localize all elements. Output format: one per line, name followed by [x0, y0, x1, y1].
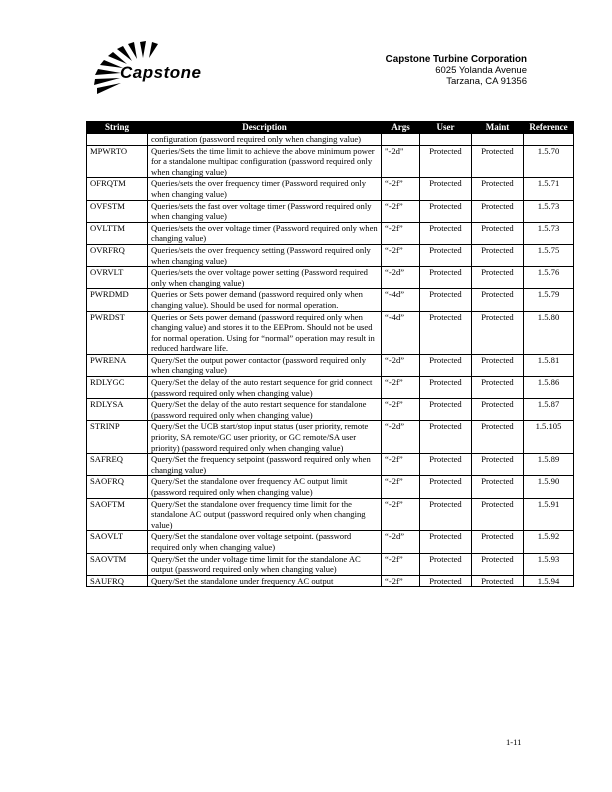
cell-string: SAOVTM [87, 553, 148, 575]
cell-string: MPWRTO [87, 145, 148, 178]
cell-string: SAOFRQ [87, 476, 148, 498]
cell-string: OVLTTM [87, 222, 148, 244]
cell-string: PWRDMD [87, 289, 148, 311]
cell-user: Protected [420, 289, 472, 311]
cell-reference: 1.5.75 [524, 244, 574, 266]
cell-maint: Protected [472, 498, 524, 531]
cell-description: configuration (password required only when changing value) [148, 134, 382, 146]
address-line-1: 6025 Yolanda Avenue [435, 65, 527, 76]
cell-reference: 1.5.73 [524, 222, 574, 244]
cell-user: Protected [420, 454, 472, 476]
table-row [87, 311, 574, 354]
cell-user: Protected [420, 178, 472, 200]
cell-reference: 1.5.90 [524, 476, 574, 498]
cell-description: Query/Set the standalone over frequency time limit for the standalone AC output (password required only when changing value) [148, 498, 382, 531]
cell-user: Protected [420, 575, 472, 587]
table-row [87, 145, 574, 178]
cell-reference: 1.5.71 [524, 178, 574, 200]
column-header-args: Args [382, 122, 420, 134]
cell-args [382, 134, 420, 146]
cell-maint: Protected [472, 267, 524, 289]
cell-args: “-2f” [382, 553, 420, 575]
cell-user: Protected [420, 222, 472, 244]
column-header-maint: Maint [472, 122, 524, 134]
cell-description: Queries/sets the fast over voltage timer (Password required only when changing value) [148, 200, 382, 222]
cell-description: Query/Set the standalone over voltage setpoint. (password required only when changing value) [148, 531, 382, 553]
table-row [87, 575, 574, 587]
table-row [87, 289, 574, 311]
cell-maint: Protected [472, 200, 524, 222]
cell-args: “-4d” [382, 289, 420, 311]
table-row [87, 377, 574, 399]
cell-args: “-4d” [382, 311, 420, 354]
cell-reference: 1.5.79 [524, 289, 574, 311]
cell-user: Protected [420, 267, 472, 289]
cell-description: Query/Set the standalone over frequency AC output limit (password required only when changing value) [148, 476, 382, 498]
cell-string: OVRFRQ [87, 244, 148, 266]
cell-user: Protected [420, 200, 472, 222]
cell-maint: Protected [472, 354, 524, 376]
cell-description: Query/Set the frequency setpoint (password required only when changing value) [148, 454, 382, 476]
cell-user: Protected [420, 244, 472, 266]
cell-args: “-2f” [382, 200, 420, 222]
table-row [87, 454, 574, 476]
cell-maint: Protected [472, 311, 524, 354]
cell-maint: Protected [472, 454, 524, 476]
cell-string: OFRQTM [87, 178, 148, 200]
cell-maint: Protected [472, 178, 524, 200]
cell-reference: 1.5.70 [524, 145, 574, 178]
cell-user: Protected [420, 476, 472, 498]
table-row [87, 498, 574, 531]
cell-reference: 1.5.76 [524, 267, 574, 289]
cell-maint: Protected [472, 553, 524, 575]
cell-maint: Protected [472, 145, 524, 178]
table-header-row [87, 122, 574, 134]
cell-args: “-2f” [382, 575, 420, 587]
cell-maint: Protected [472, 244, 524, 266]
table-row [87, 553, 574, 575]
cell-args: “-2f” [382, 399, 420, 421]
table-row [87, 399, 574, 421]
column-header-string: String [87, 122, 148, 134]
table-row [87, 421, 574, 454]
cell-string: OVFSTM [87, 200, 148, 222]
cell-reference: 1.5.92 [524, 531, 574, 553]
cell-reference [524, 134, 574, 146]
cell-args: "-2d" [382, 145, 420, 178]
cell-args: “-2d” [382, 267, 420, 289]
cell-description: Queries/Sets the time limit to achieve the above minimum power for a standalone multipac configuration (password required only when changing value) [148, 145, 382, 178]
cell-description: Queries/sets the over voltage power setting (Password required only when changing value) [148, 267, 382, 289]
table-row [87, 178, 574, 200]
table-row [87, 531, 574, 553]
cell-maint: Protected [472, 399, 524, 421]
cell-reference: 1.5.81 [524, 354, 574, 376]
logo-wordmark: Capstone [120, 63, 202, 82]
cell-args: “-2d” [382, 421, 420, 454]
cell-description: Query/Set the under voltage time limit for the standalone AC output (password required only when changing value) [148, 553, 382, 575]
cell-string: SAOVLT [87, 531, 148, 553]
table-row [87, 267, 574, 289]
cell-args: “-2f” [382, 454, 420, 476]
cell-maint [472, 134, 524, 146]
table-row [87, 354, 574, 376]
address-line-2: Tarzana, CA 91356 [446, 76, 527, 87]
table-row [87, 244, 574, 266]
cell-maint: Protected [472, 476, 524, 498]
cell-user: Protected [420, 377, 472, 399]
cell-maint: Protected [472, 289, 524, 311]
cell-maint: Protected [472, 377, 524, 399]
capstone-logo [88, 38, 216, 100]
cell-description: Queries or Sets power demand (password required only when changing value). Should be used for normal operation. [148, 289, 382, 311]
cell-args: “-2f” [382, 178, 420, 200]
cell-user [420, 134, 472, 146]
cell-description: Query/Set the delay of the auto restart sequence for standalone (password required only when changing value) [148, 399, 382, 421]
cell-string: STRINP [87, 421, 148, 454]
cell-args: “-2f” [382, 498, 420, 531]
cell-user: Protected [420, 145, 472, 178]
cell-maint: Protected [472, 421, 524, 454]
cell-description: Queries/sets the over frequency setting (Password required only when changing value) [148, 244, 382, 266]
cell-string: RDLYSA [87, 399, 148, 421]
cell-reference: 1.5.94 [524, 575, 574, 587]
cell-user: Protected [420, 311, 472, 354]
cell-string [87, 134, 148, 146]
cell-reference: 1.5.80 [524, 311, 574, 354]
cell-args: “-2f” [382, 377, 420, 399]
table-row [87, 222, 574, 244]
table-row [87, 134, 574, 146]
cell-description: Query/Set the output power contactor (password required only when changing value) [148, 354, 382, 376]
company-name: Capstone Turbine Corporation [385, 54, 527, 65]
cell-description: Query/Set the standalone under frequency AC output [148, 575, 382, 587]
cell-args: “-2f” [382, 476, 420, 498]
cell-user: Protected [420, 354, 472, 376]
cell-string: OVRVLT [87, 267, 148, 289]
cell-string: SAFREQ [87, 454, 148, 476]
cell-args: “-2d” [382, 531, 420, 553]
cell-args: “-2f” [382, 222, 420, 244]
cell-reference: 1.5.89 [524, 454, 574, 476]
cell-maint: Protected [472, 575, 524, 587]
cell-string: SAUFRQ [87, 575, 148, 587]
cell-args: “-2d” [382, 354, 420, 376]
cell-user: Protected [420, 531, 472, 553]
cell-user: Protected [420, 421, 472, 454]
cell-string: SAOFTM [87, 498, 148, 531]
cell-description: Queries or Sets power demand (password required only when changing value) and stores it to the EEProm. Should not be used for normal operation. Using for “normal” operation may result in reduced hardware life. [148, 311, 382, 354]
page-number: 1-11 [506, 737, 522, 747]
table-row [87, 476, 574, 498]
cell-user: Protected [420, 399, 472, 421]
command-table [86, 121, 574, 587]
cell-reference: 1.5.73 [524, 200, 574, 222]
cell-args: “-2f” [382, 244, 420, 266]
cell-description: Queries/sets the over voltage timer (Password required only when changing value) [148, 222, 382, 244]
company-address [386, 54, 527, 87]
cell-description: Query/Set the delay of the auto restart sequence for grid connect (password required only when changing value) [148, 377, 382, 399]
column-header-reference: Reference [524, 122, 574, 134]
cell-maint: Protected [472, 531, 524, 553]
cell-user: Protected [420, 553, 472, 575]
cell-description: Query/Set the UCB start/stop input status (user priority, remote priority, SA remote/GC user priority, or GC remote/SA user priority) (password required only when changing value) [148, 421, 382, 454]
cell-reference: 1.5.91 [524, 498, 574, 531]
cell-string: PWRENA [87, 354, 148, 376]
cell-reference: 1.5.86 [524, 377, 574, 399]
cell-reference: 1.5.105 [524, 421, 574, 454]
cell-reference: 1.5.93 [524, 553, 574, 575]
cell-string: PWRDST [87, 311, 148, 354]
cell-description: Queries/sets the over frequency timer (Password required only when changing value) [148, 178, 382, 200]
cell-maint: Protected [472, 222, 524, 244]
cell-string: RDLYGC [87, 377, 148, 399]
table-row [87, 200, 574, 222]
column-header-user: User [420, 122, 472, 134]
cell-user: Protected [420, 498, 472, 531]
column-header-description: Description [148, 122, 382, 134]
cell-reference: 1.5.87 [524, 399, 574, 421]
